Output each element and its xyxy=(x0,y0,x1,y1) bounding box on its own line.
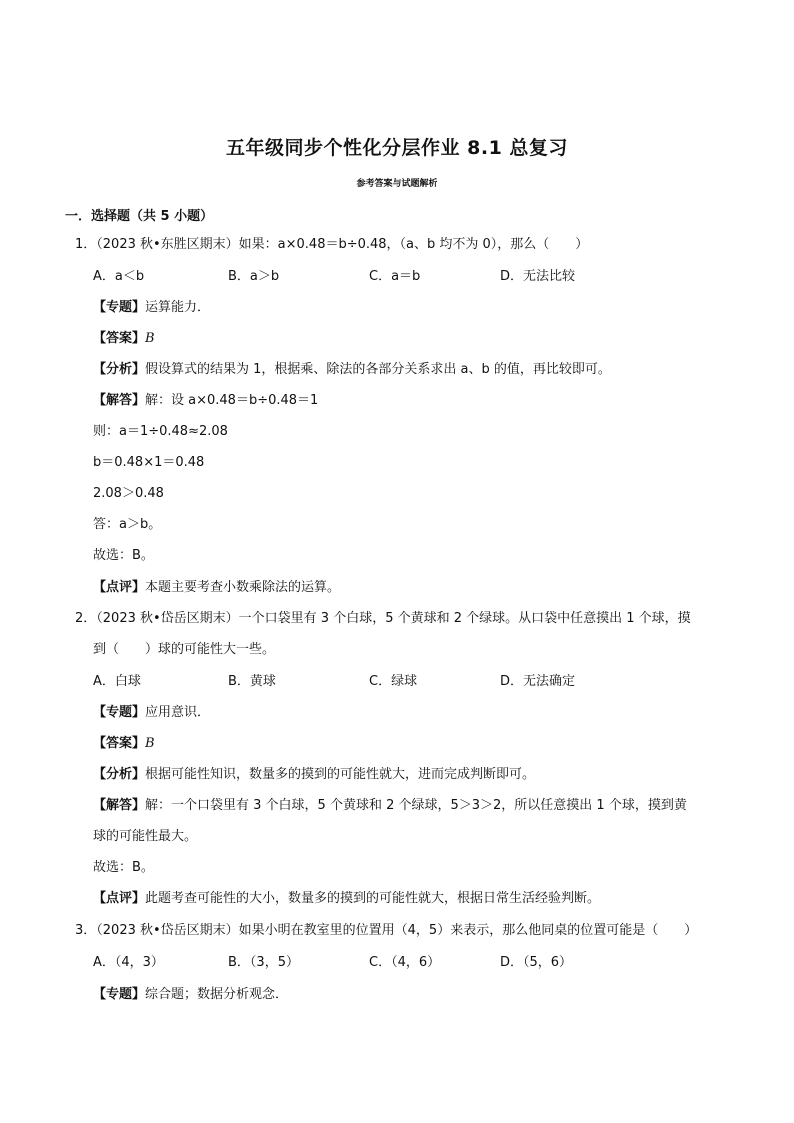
q1-topic-text: 运算能力． xyxy=(145,300,211,315)
q2-answer-text: B xyxy=(145,736,155,751)
q1-analysis-text: 假设算式的结果为 1，根据乘、除法的各部分关系求出 a、b 的值，再比较即可。 xyxy=(145,362,611,377)
comment-label: 【点评】 xyxy=(93,580,146,595)
solution-label: 【解答】 xyxy=(93,393,146,408)
analysis-label: 【分析】 xyxy=(93,362,146,377)
q1-option-d: D．无法比较 xyxy=(500,269,576,284)
q1-analysis xyxy=(93,361,611,379)
q2-stem-line-1: 2．（2023 秋•岱岳区期末）一个口袋里有 3 个白球，5 个黄球和 2 个绿球。从口袋中任意摸出 1 个球，摸 xyxy=(75,611,691,626)
section-heading: 一．选择题（共 5 小题） xyxy=(65,209,214,224)
q2-solution-line-2: 球的可能性最大。 xyxy=(93,829,198,844)
q1-option-a: A．a＜b xyxy=(93,269,145,284)
q1-step-4: 答：a＞b。 xyxy=(93,517,162,532)
q1-step-5: 故选：B。 xyxy=(93,548,154,563)
q1-answer xyxy=(93,330,155,348)
q2-option-d: D．无法确定 xyxy=(500,674,576,689)
document-title: 五年级同步个性化分层作业 8.1 总复习 xyxy=(226,137,568,159)
document-subtitle: 参考答案与试题解析 xyxy=(356,179,438,189)
q3-topic xyxy=(93,986,288,1004)
q2-comment-text: 此题考查可能性的大小，数量多的摸到的可能性就大，根据日常生活经验判断。 xyxy=(145,891,601,906)
q2-analysis-text: 根据可能性知识，数量多的摸到的可能性就大，进而完成判断即可。 xyxy=(145,767,536,782)
q3-stem: 3．（2023 秋•岱岳区期末）如果小明在教室里的位置用（4，5）来表示，那么他同桌的位置可能是（ ） xyxy=(75,923,698,938)
q2-choice: 故选：B。 xyxy=(93,860,154,875)
solution-label: 【解答】 xyxy=(93,798,146,813)
q1-option-b: B．a＞b xyxy=(228,269,280,284)
q3-option-a: A．（4，3） xyxy=(93,955,164,970)
q2-topic xyxy=(93,704,210,722)
q2-comment xyxy=(93,890,600,908)
q1-solution xyxy=(93,392,318,410)
q2-solution-text: 解：一个口袋里有 3 个白球，5 个黄球和 2 个绿球，5＞3＞2，所以任意摸出 1 个球，摸到黄 xyxy=(145,798,687,813)
q2-option-a: A．白球 xyxy=(93,674,141,689)
q1-step-2: b＝0.48×1＝0.48 xyxy=(93,455,205,470)
topic-label: 【专题】 xyxy=(93,705,146,720)
q1-comment-text: 本题主要考查小数乘除法的运算。 xyxy=(145,580,341,595)
q3-topic-text: 综合题；数据分析观念． xyxy=(145,987,289,1002)
answer-label: 【答案】 xyxy=(93,331,146,346)
q1-step-3: 2.08＞0.48 xyxy=(93,486,164,501)
topic-label: 【专题】 xyxy=(93,300,146,315)
q1-answer-text: B xyxy=(145,331,155,346)
topic-label: 【专题】 xyxy=(93,987,146,1002)
q1-option-c: C．a＝b xyxy=(369,269,421,284)
q3-option-c: C．（4，6） xyxy=(369,955,441,970)
q2-stem-line-2: 到（ ）球的可能性大一些。 xyxy=(93,642,276,657)
q1-topic xyxy=(93,299,210,317)
q3-option-d: D．（5，6） xyxy=(500,955,573,970)
q2-option-c: C．绿球 xyxy=(369,674,418,689)
q2-analysis xyxy=(93,766,535,784)
q2-solution-line-1 xyxy=(93,797,687,815)
q1-step-1: 则：a＝1÷0.48≈2.08 xyxy=(93,424,228,439)
q2-answer xyxy=(93,735,155,753)
answer-label: 【答案】 xyxy=(93,736,146,751)
q1-stem: 1．（2023 秋•东胜区期末）如果：a×0.48＝b÷0.48，（a、b 均不为 0），那么（ ） xyxy=(75,237,589,252)
q3-option-b: B．（3，5） xyxy=(228,955,299,970)
q1-solution-text: 解：设 a×0.48＝b÷0.48＝1 xyxy=(145,393,319,408)
q2-topic-text: 应用意识． xyxy=(145,705,211,720)
analysis-label: 【分析】 xyxy=(93,767,146,782)
q1-comment xyxy=(93,579,340,597)
q2-option-b: B．黄球 xyxy=(228,674,276,689)
comment-label: 【点评】 xyxy=(93,891,146,906)
